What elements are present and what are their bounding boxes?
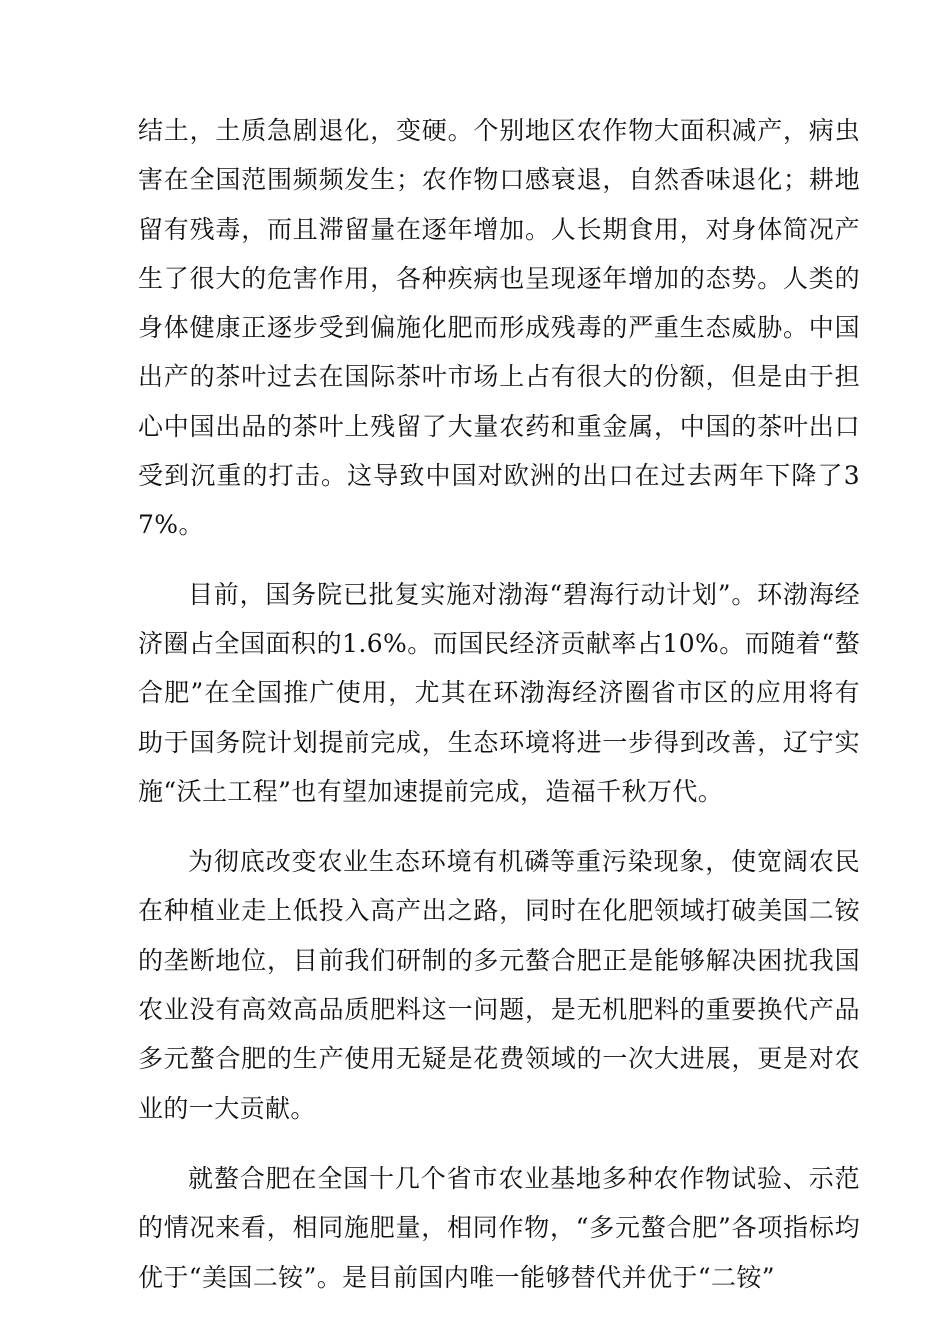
document-page <box>138 106 860 1302</box>
paragraph-3: 为彻底改变农业生态环境有机磷等重污染现象，使宽阔农民在种植业走上低投入高产出之路，同时在化肥领域打破美国二铵的垄断地位，目前我们研制的多元螯合肥正是能够解决困扰我国农业没有高效高品质肥料这一问题，是无机肥料的重要换代产品多元螯合肥的生产使用无疑是花费领域的一次大进展，更是对农业的一大贡献。 <box>138 847 860 1123</box>
paragraph-2: 目前，国务院已批复实施对渤海“碧海行动计划”。环渤海经济圈占全国面积的1.6%。而国民经济贡献率占10%。而随着“螯合肥”在全国推广使用，尤其在环渤海经济圈省市区的应用将有助于国务院计划提前完成，生态环境将进一步得到改善，辽宁实施“沃土工程”也有望加速提前完成，造福千秋万代。 <box>138 579 860 806</box>
paragraph-1: 结土，土质急剧退化，变硬。个别地区农作物大面积减产，病虫害在全国范围频频发生；农作物口感衰退，自然香味退化；耕地留有残毒，而且滞留量在逐年增加。人长期食用，对身体简况产生了很大的危害作用，各种疾病也呈现逐年增加的态势。人类的身体健康正逐步受到偏施化肥而形成残毒的严重生态威胁。中国出产的茶叶过去在国际茶叶市场上占有很大的份额，但是由于担心中国出品的茶叶上残留了大量农药和重金属，中国的茶叶出口受到沉重的打击。这导致中国对欧洲的出口在过去两年下降了37%。 <box>138 116 860 540</box>
paragraph-4: 就螯合肥在全国十几个省市农业基地多种农作物试验、示范的情况来看，相同施肥量，相同作物，“多元螯合肥”各项指标均优于“美国二铵”。是目前国内唯一能够替代并优于“二铵” <box>138 1163 860 1292</box>
